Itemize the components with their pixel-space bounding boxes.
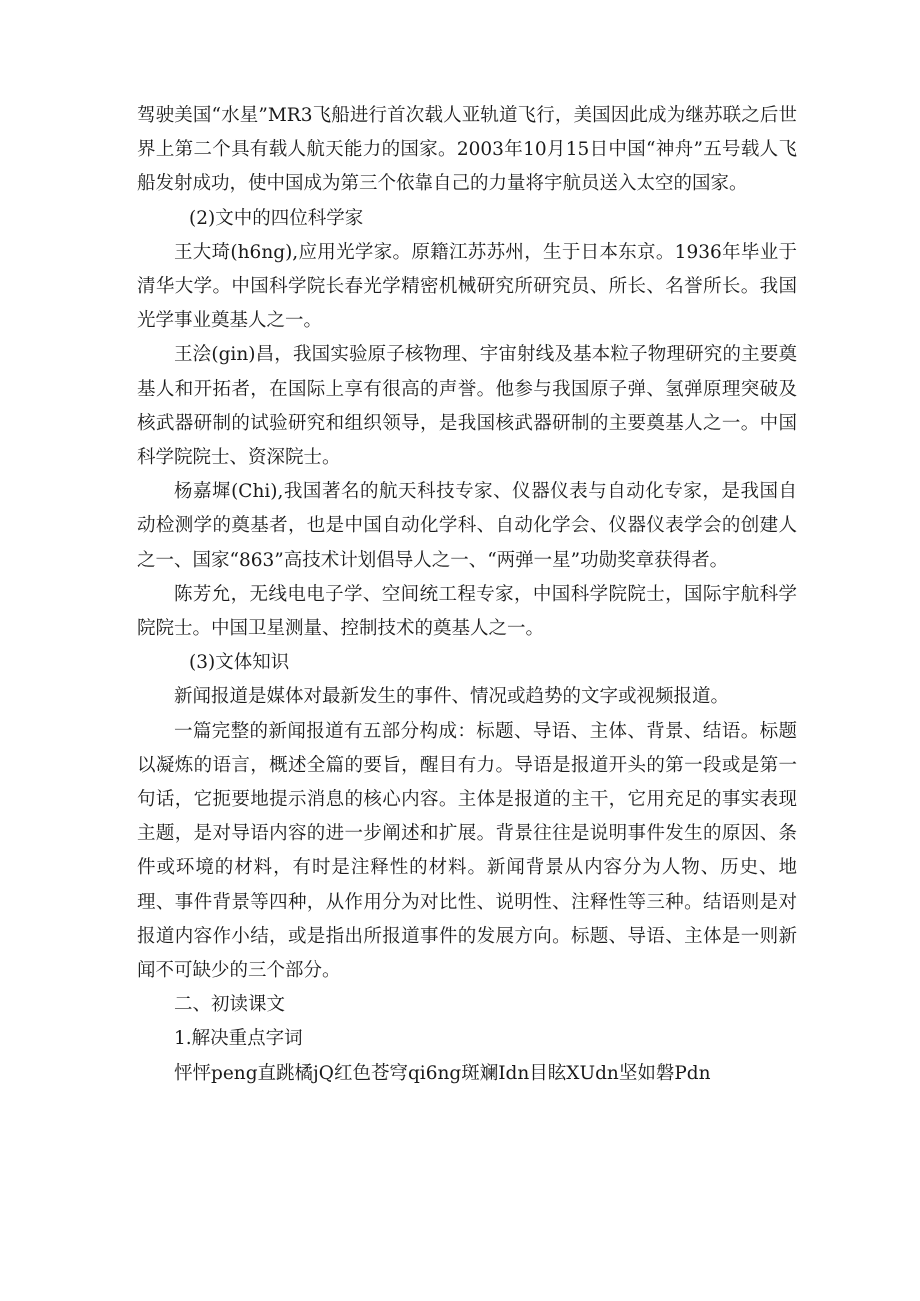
paragraph-wang-ganchang: 王浍(gin)昌，我国实验原子核物理、宇宙射线及基本粒子物理研究的主要奠基人和开拓者，在国际上享有很高的声誉。他参与我国原子弹、氢弹原理突破及核武器研制的试验研究和组织领导，是我国核武器研制的主要奠基人之一。中国科学院院士、资深院士。 bbox=[137, 344, 797, 469]
paragraph-wang-daheng: 王大琦(h6ng),应用光学家。原籍江苏苏州，生于日本东京。1936年毕业于清华大学。中国科学院长春光学精密机械研究所研究员、所长、名誉所长。我国光学事业奠基人之一。 bbox=[137, 241, 797, 332]
paragraph-yang-jiachi: 杨嘉墀(Chi),我国著名的航天科技专家、仪器仪表与自动化专家，是我国自动检测学的奠基者，也是中国自动化学科、自动化学会、仪器仪表学会的创建人之一、国家“863”高技术计划倡导人之一、“两弹一星”功勋奖章获得者。 bbox=[137, 481, 797, 571]
paragraph-news-structure: 一篇完整的新闻报道有五部分构成：标题、导语、主体、背景、结语。标题以凝炼的语言，概述全篇的要旨，醒目有力。导语是报道开头的第一段或是第一句话，它扼要地提示消息的核心内容。主体是报道的主干，它用充足的事实表现主题，是对导语内容的进一步阐述和扩展。背景往往是说明事件发生的原因、条件或环境的材料，有时是注释性的材料。新闻背景从内容分为人物、历史、地理、事件背景等四种，从作用分为对比性、说明性、注释性等三种。结语则是对报道内容作小结，或是指出所报道事件的发展方向。标题、导语、主体是一则新闻不可缺少的三个部分。 bbox=[137, 720, 797, 982]
section-heading-scientists: (2)文中的四位科学家 bbox=[189, 207, 364, 229]
section-heading-genre: (3)文体知识 bbox=[189, 652, 290, 674]
section-heading-first-reading: 二、初读课文 bbox=[174, 994, 286, 1016]
vocabulary-list: 怦怦peng直跳橘jQ红色苍穹qi6ng斑斓Idn目眩XUdn坚如磐Pdn bbox=[174, 1062, 711, 1084]
paragraph-continuation: 驾驶美国“水星”MR3飞船进行首次载人亚轨道飞行，美国因此成为继苏联之后世界上第二个具有载人航天能力的国家。2003年10月15日中国“神舟”五号载人飞船发射成功，使中国成为第三个依靠自己的力量将宇航员送入太空的国家。 bbox=[137, 105, 797, 195]
paragraph-chen-fangyun: 陈芳允，无线电电子学、空间统工程专家，中国科学院院士，国际宇航科学院院士。中国卫星测量、控制技术的奠基人之一。 bbox=[137, 583, 797, 640]
subsection-heading-vocabulary: 1.解决重点字词 bbox=[174, 1028, 303, 1050]
paragraph-news-definition: 新闻报道是媒体对最新发生的事件、情况或趋势的文字或视频报道。 bbox=[174, 686, 730, 708]
document-body bbox=[137, 99, 797, 1091]
